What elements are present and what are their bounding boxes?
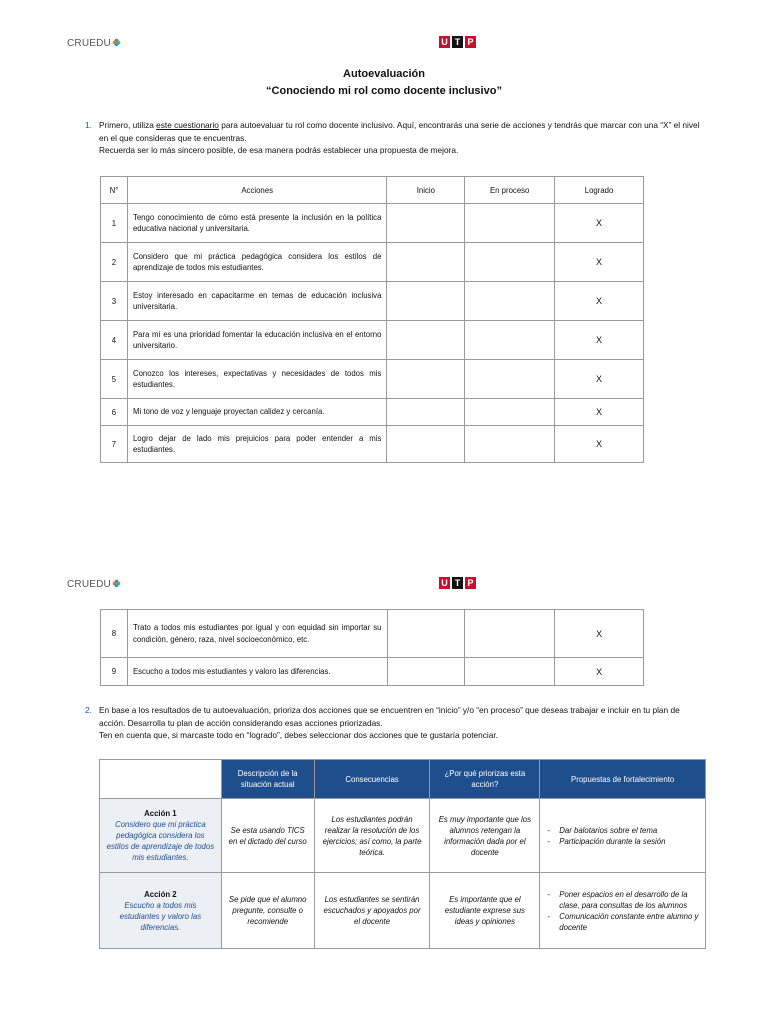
table-row: 2 Considero que mi práctica pedagógica considera los estilos de aprendizaje de todos mis estudiantes. X bbox=[101, 243, 644, 282]
table-row: 3 Estoy interesado en capacitarme en temas de educación inclusiva universitaria. X bbox=[101, 282, 644, 321]
table-row: 1 Tengo conocimiento de cómo está presente la inclusión en la política educativa nacional y universitaria. X bbox=[101, 204, 644, 243]
col-header bbox=[100, 760, 222, 799]
table-row: 4 Para mí es una prioridad fomentar la educación inclusiva en el entorno universitario. X bbox=[101, 321, 644, 360]
col-header: N° bbox=[101, 177, 128, 204]
questionnaire-link[interactable]: este cuestionario bbox=[156, 120, 219, 130]
page-header bbox=[0, 32, 768, 62]
proposals-cell bbox=[540, 799, 706, 873]
action-cell: Acción 2 Escucho a todos mis estudiantes y valoro las diferencias. bbox=[100, 873, 222, 949]
table-row: 6 Mi tono de voz y lenguaje proyectan calidez y cercanía. X bbox=[101, 399, 644, 426]
list-item: - Participación durante la sesión bbox=[545, 836, 700, 847]
utp-logo: U T P bbox=[439, 36, 476, 48]
action-plan-table bbox=[99, 759, 706, 949]
list-item: - Dar balotarios sobre el tema bbox=[545, 825, 700, 836]
col-header: Inicio bbox=[387, 177, 465, 204]
col-header: Logrado bbox=[555, 177, 644, 204]
col-header: Acciones bbox=[127, 177, 386, 204]
step1-instructions: 1. Primero, utiliza este cuestionario para autoevaluar tu rol como docente inclusivo. Aquí, encontrarás una serie de acciones y tendrás que marcar con una “X” el nivel en el que consideras que te encuentras. Recuerda ser lo más sincero posible, de esa manera podrás establecer una propuesta de mejora. bbox=[85, 120, 700, 155]
flower-icon bbox=[112, 579, 121, 588]
utp-logo: U T P bbox=[439, 577, 476, 589]
cruedu-logo: CRUEDU bbox=[67, 38, 121, 49]
table-row: Acción 2 Escucho a todos mis estudiantes y valoro las diferencias. Se pide que el alumno pregunte, consulte o recomiende Los estudiantes se sentirán escuchados y apoyados por el docente Es importante que el estudiante exprese sus ideas y opiniones - Poner espacios en el desarrollo de la clase, para consultas de los alumnos - Comunicación constante entre alumno y docente bbox=[100, 873, 706, 949]
step2-instructions: 2. En base a los resultados de tu autoevaluación, prioriza dos acciones que se encuentren en “inicio” y/o “en proceso” que deseas trabajar e incluir en tu plan de acción. Desarrolla tu plan de acción considerando esas acciones priorizadas. Ten en cuenta que, si marcaste todo en “logrado”, debes seleccionar dos acciones que te gustaría potenciar. bbox=[85, 705, 680, 740]
col-header: Propuestas de fortalecimiento bbox=[540, 760, 706, 799]
self-assessment-table bbox=[100, 176, 644, 463]
col-header: Consecuencias bbox=[314, 760, 430, 799]
flower-icon bbox=[112, 38, 121, 47]
doc-subtitle: “Conociendo mi rol como docente inclusivo” bbox=[266, 85, 502, 97]
col-header: Descripción de la situación actual bbox=[221, 760, 314, 799]
doc-title: Autoevaluación bbox=[343, 68, 425, 80]
col-header: En proceso bbox=[465, 177, 555, 204]
table-row: 7 Logro dejar de lado mis prejuicios para poder entender a mis estudiantes. X bbox=[101, 426, 644, 463]
cruedu-logo: CRUEDU bbox=[67, 579, 121, 590]
list-item: - Poner espacios en el desarrollo de la clase, para consultas de los alumnos bbox=[545, 889, 700, 911]
self-assessment-table-cont bbox=[100, 609, 644, 686]
col-header: ¿Por qué priorizas esta acción? bbox=[430, 760, 540, 799]
table-row: 8 Trato a todos mis estudiantes por igual y con equidad sin importar su condición, género, raza, nivel socioeconómico, etc. X bbox=[101, 610, 644, 658]
table-row: 9 Escucho a todos mis estudiantes y valoro las diferencias. X bbox=[101, 658, 644, 686]
action-cell: Acción 1 Considero que mi práctica pedagógica considera los estilos de aprendizaje de todos mis estudiantes. bbox=[100, 799, 222, 873]
list-item: - Comunicación constante entre alumno y docente bbox=[545, 911, 700, 933]
table-header-row bbox=[101, 177, 644, 204]
proposals-cell bbox=[540, 873, 706, 949]
table-row: 5 Conozco los intereses, expectativas y necesidades de todos mis estudiantes. X bbox=[101, 360, 644, 399]
page-header-2 bbox=[0, 573, 768, 603]
table-row: Acción 1 Considero que mi práctica pedagógica considera los estilos de aprendizaje de todos mis estudiantes. Se esta usando TICS en el dictado del curso Los estudiantes podrán realizar la resolución de los ejercicios; así como, la parte teórica. Es muy importante que los alumnos retengan la información dada por el docente - Dar balotarios sobre el tema - Participación durante la sesión bbox=[100, 799, 706, 873]
table-header-row bbox=[100, 760, 706, 799]
